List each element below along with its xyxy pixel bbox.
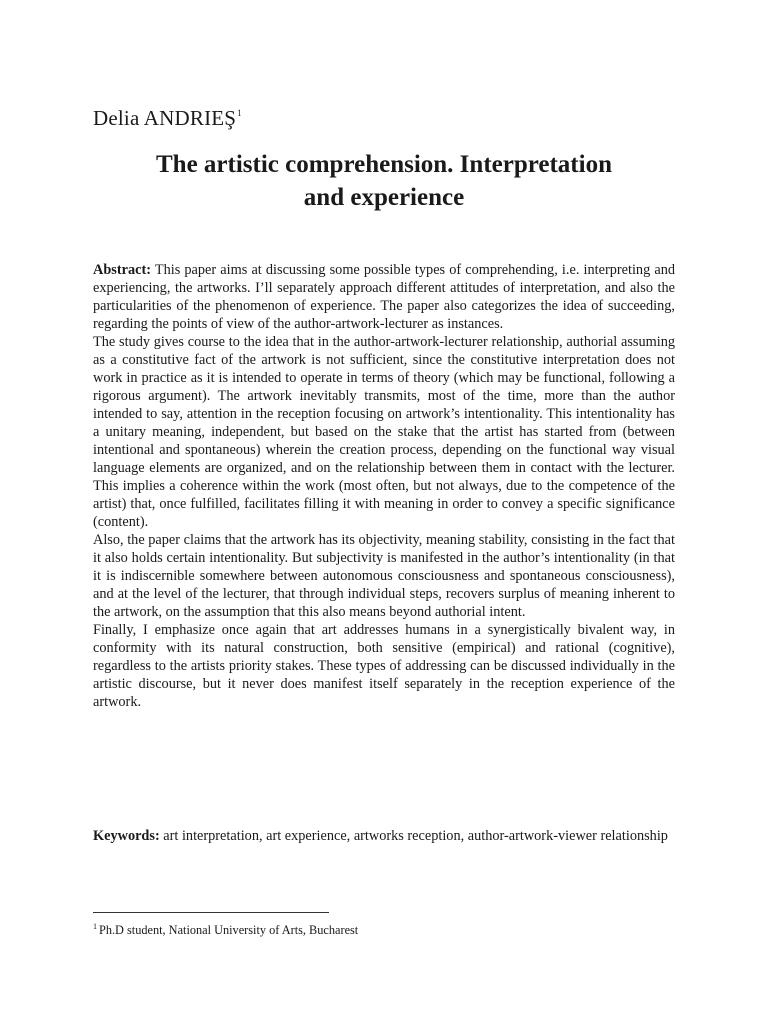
paper-title-line-1: The artistic comprehension. Interpretation [156, 151, 612, 178]
keywords-section [93, 827, 675, 845]
keywords-text: art interpretation, art experience, artworks reception, author-artwork-viewer relationship [163, 828, 668, 844]
footnote-text: Ph.D student, National University of Arts, Bucharest [99, 923, 359, 937]
paper-title-line-2: and experience [303, 184, 465, 211]
author-name-text: Delia ANDRIEŞ [93, 106, 237, 130]
abstract-label: Abstract: [93, 262, 151, 278]
abstract-paragraph-1-text: This paper aims at discussing some possible types of comprehending, i.e. interpreting and experiencing, the artworks. I’ll separately approach different attitudes of interpretation, and also the particularities of the phenomenon of experience. The paper also categorizes the idea of succeeding, regarding the points of view of the author-artwork-lecturer as instances. [93, 262, 675, 332]
keywords-label: Keywords: [93, 828, 160, 844]
abstract-paragraph-3: Also, the paper claims that the artwork has its objectivity, meaning stability, consisting in the fact that it also holds certain intentionality. But subjectivity is manifested in the author’s intentionality (in that it is indiscernible somewhere between autonomous consciousness and spontaneous consciousness), and at the level of the lecturer, that through individual steps, recovers surplus of meaning inherent to the artwork, on the assumption that this also means beyond authorial intent. [93, 532, 675, 620]
author-footnote-mark: 1 [237, 108, 242, 118]
footnote-divider [93, 912, 329, 913]
abstract-paragraph-1 [93, 261, 675, 333]
paper-title [93, 148, 675, 214]
abstract-paragraph-4: Finally, I emphasize once again that art addresses humans in a synergistically bivalent way, in conformity with its natural construction, both sensitive (empirical) and rational (cognitive), regardless to the artists priority stakes. These types of addressing can be discussed individually in the artistic discourse, but it never does manifest itself separately in the reception experience of the artwork. [93, 622, 675, 710]
footnote-mark: 1 [93, 922, 97, 931]
author-name [93, 106, 242, 131]
abstract-paragraph-2: The study gives course to the idea that in the author-artwork-lecturer relationship, authorial assuming as a constitutive fact of the artwork is not sufficient, since the constitutive interpretation does not work in practice as it is intended to operate in terms of theory (which may be functional, following a rigorous argument). The artwork inevitably transmits, most of the time, more than the author intended to say, attention in the reception focusing on artwork’s intentionality. This intentionality has a unitary meaning, independent, but based on the stake that the artist has started from (between intentional and spontaneous) wherein the creation process, depending on the functional way visual language elements are organized, and on the relationship between them in contact with the lecturer. This implies a coherence within the work (most often, but not always, due to the competence of the artist) that, once fulfilled, facilitates filling it with meaning in order to convey a specific significance (content). [93, 334, 675, 530]
abstract-section [93, 261, 675, 711]
footnote [93, 919, 358, 938]
